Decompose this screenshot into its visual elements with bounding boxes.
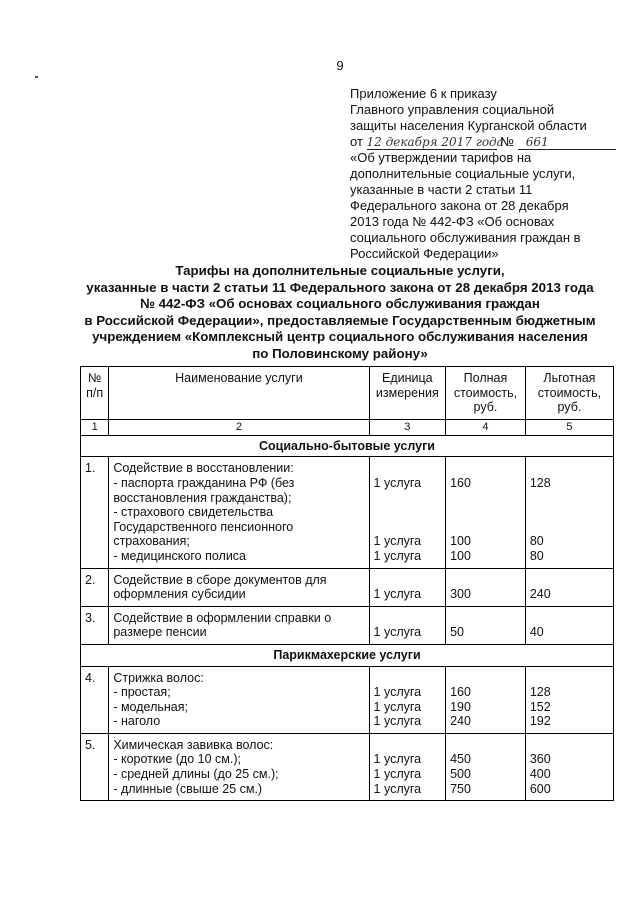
service-name-line: - средней длины (до 25 см.); bbox=[113, 767, 279, 782]
handwritten-date: 12 декабря 2017 года bbox=[366, 135, 504, 149]
number-label: № bbox=[500, 134, 515, 149]
appendix-line: указанные в части 2 статьи 11 bbox=[350, 182, 533, 197]
column-number: 1 bbox=[81, 419, 109, 435]
unit bbox=[369, 666, 446, 733]
full-cost-line bbox=[450, 491, 521, 506]
unit-line: 1 услуга bbox=[373, 587, 422, 602]
full-cost-line: 240 bbox=[450, 714, 471, 729]
title-line: Тарифы на дополнительные социальные услуги, bbox=[175, 263, 505, 278]
row-number: 1. bbox=[81, 457, 109, 568]
unit-line: 1 услуга bbox=[373, 781, 422, 796]
appendix-line: Федерального закона от 28 декабря bbox=[350, 198, 569, 213]
title-line: в Российской Федерации», предоставляемые Государственным бюджетным bbox=[84, 312, 596, 328]
full-cost-line: 500 bbox=[450, 767, 471, 782]
full-cost bbox=[446, 733, 526, 800]
service-name-line: Содействие в восстановлении: bbox=[113, 461, 294, 476]
full-cost-line: 160 bbox=[450, 685, 471, 700]
service-name bbox=[109, 457, 369, 568]
service-name-line: Содействие в сборе документов для bbox=[113, 572, 327, 587]
appendix-line: защиты населения Курганской области bbox=[350, 118, 587, 133]
appendix-header bbox=[350, 86, 610, 262]
table-row bbox=[81, 457, 614, 568]
service-name-line: Содействие в оформлении справки о bbox=[113, 610, 332, 625]
full-cost-line bbox=[450, 738, 521, 753]
appendix-line: Российской Федерации» bbox=[350, 246, 499, 261]
full-cost bbox=[446, 568, 526, 606]
service-name-line: - простая; bbox=[113, 685, 171, 700]
handwritten-number: 661 bbox=[518, 136, 616, 150]
service-name-line: - модельная; bbox=[113, 699, 188, 714]
unit-line: 1 услуга bbox=[373, 475, 422, 490]
pref-cost-line: 128 bbox=[529, 475, 551, 490]
tariff-table bbox=[80, 366, 614, 801]
appendix-line: «Об утверждении тарифов на bbox=[350, 150, 532, 165]
full-cost-line bbox=[450, 573, 521, 588]
pref-cost-line bbox=[530, 671, 609, 686]
table-row bbox=[81, 733, 614, 800]
pref-cost-line: 152 bbox=[529, 699, 551, 714]
full-cost-line bbox=[450, 505, 521, 520]
service-name-line: - страхового свидетельства bbox=[113, 505, 274, 520]
pref-cost-line: 128 bbox=[529, 685, 551, 700]
unit-line bbox=[374, 671, 442, 686]
appendix-date-line bbox=[350, 134, 610, 150]
header-num: № п/п bbox=[81, 367, 109, 420]
full-cost-line: 50 bbox=[450, 625, 465, 640]
pref-cost-line bbox=[530, 520, 609, 535]
pref-cost bbox=[525, 606, 613, 644]
pref-cost bbox=[525, 457, 613, 568]
full-cost-line: 300 bbox=[450, 587, 471, 602]
section-row bbox=[81, 644, 614, 666]
pref-cost-line: 360 bbox=[529, 752, 551, 767]
table-header-row bbox=[81, 367, 614, 420]
unit bbox=[369, 606, 446, 644]
appendix-line: 2013 года № 442-ФЗ «Об основах bbox=[350, 214, 555, 229]
row-number: 2. bbox=[81, 568, 109, 606]
pref-cost-line: 600 bbox=[529, 781, 551, 796]
header-unit: Единица измерения bbox=[369, 367, 446, 420]
service-name bbox=[109, 568, 369, 606]
page-number: 9 bbox=[336, 58, 344, 73]
full-cost-line: 190 bbox=[450, 699, 471, 714]
pref-cost-line bbox=[530, 611, 609, 626]
header-pref-cost: Льготная стоимость, руб. bbox=[525, 367, 613, 420]
table-row bbox=[81, 568, 614, 606]
pref-cost-line bbox=[530, 573, 609, 588]
unit-line: 1 услуга bbox=[373, 767, 422, 782]
unit-line: 1 услуга bbox=[373, 548, 422, 563]
unit-line bbox=[374, 491, 442, 506]
section-row bbox=[81, 435, 614, 457]
full-cost-line: 160 bbox=[450, 475, 471, 490]
unit-line bbox=[374, 505, 442, 520]
full-cost bbox=[446, 666, 526, 733]
unit-line: 1 услуга bbox=[373, 752, 422, 767]
unit-line: 1 услуга bbox=[373, 714, 422, 729]
pref-cost-line: 80 bbox=[529, 548, 544, 563]
service-name-line: страхования; bbox=[113, 534, 190, 549]
scan-mark bbox=[35, 76, 38, 78]
full-cost bbox=[446, 606, 526, 644]
pref-cost-line: 240 bbox=[529, 587, 551, 602]
service-name-line: оформления субсидии bbox=[113, 587, 246, 602]
header-name: Наименование услуги bbox=[109, 367, 369, 420]
service-name-line: размере пенсии bbox=[113, 625, 207, 640]
section-title: Социально-бытовые услуги bbox=[81, 435, 614, 457]
document-title bbox=[60, 263, 620, 362]
from-label: от bbox=[350, 134, 363, 149]
appendix-line: социального обслуживания граждан в bbox=[350, 230, 581, 245]
pref-cost-line bbox=[530, 738, 609, 753]
service-name bbox=[109, 666, 369, 733]
service-name-line: Химическая завивка волос: bbox=[113, 737, 274, 752]
unit-line bbox=[374, 573, 442, 588]
full-cost-line: 450 bbox=[450, 752, 471, 767]
column-number: 4 bbox=[446, 419, 526, 435]
unit bbox=[369, 457, 446, 568]
column-number: 3 bbox=[369, 419, 446, 435]
full-cost-line bbox=[450, 520, 521, 535]
appendix-line: Приложение 6 к приказу bbox=[350, 86, 497, 101]
pref-cost bbox=[525, 568, 613, 606]
service-name-line: - наголо bbox=[113, 714, 161, 729]
pref-cost-line: 80 bbox=[529, 534, 544, 549]
pref-cost bbox=[525, 733, 613, 800]
unit-line bbox=[374, 611, 442, 626]
service-name-line: - короткие (до 10 см.); bbox=[113, 752, 241, 767]
header-full-cost: Полная стоимость, руб. bbox=[446, 367, 526, 420]
title-line: по Половинскому району» bbox=[252, 345, 428, 361]
table-row bbox=[81, 666, 614, 733]
title-line: № 442-ФЗ «Об основах социального обслуживания граждан bbox=[140, 296, 540, 311]
row-number: 5. bbox=[81, 733, 109, 800]
title-line: учреждением «Комплексный центр социального обслуживания населения bbox=[92, 329, 588, 344]
unit-line bbox=[374, 520, 442, 535]
section-title: Парикмахерские услуги bbox=[81, 644, 614, 666]
full-cost-line bbox=[450, 611, 521, 626]
unit-line: 1 услуга bbox=[373, 625, 422, 640]
column-number-row bbox=[81, 419, 614, 435]
service-name-line: Стрижка волос: bbox=[113, 670, 204, 685]
unit-line bbox=[374, 738, 442, 753]
service-name-line: - паспорта гражданина РФ (без bbox=[113, 475, 295, 490]
pref-cost-line: 40 bbox=[529, 625, 544, 640]
service-name-line: - длинные (свыше 25 см.) bbox=[113, 781, 263, 796]
pref-cost-line bbox=[530, 491, 609, 506]
row-number: 4. bbox=[81, 666, 109, 733]
full-cost-line bbox=[450, 671, 521, 686]
table-row bbox=[81, 606, 614, 644]
row-number: 3. bbox=[81, 606, 109, 644]
pref-cost-line: 400 bbox=[529, 767, 551, 782]
full-cost-line: 100 bbox=[450, 548, 471, 563]
service-name-line: восстановления гражданства); bbox=[113, 490, 292, 505]
full-cost bbox=[446, 457, 526, 568]
unit-line bbox=[374, 461, 442, 476]
appendix-line: дополнительные социальные услуги, bbox=[350, 166, 576, 181]
unit bbox=[369, 733, 446, 800]
appendix-line: Главного управления социальной bbox=[350, 102, 555, 117]
unit-line: 1 услуга bbox=[373, 699, 422, 714]
pref-cost-line bbox=[530, 461, 609, 476]
column-number: 2 bbox=[109, 419, 369, 435]
unit bbox=[369, 568, 446, 606]
service-name bbox=[109, 733, 369, 800]
service-name-line: Государственного пенсионного bbox=[113, 519, 294, 534]
column-number: 5 bbox=[525, 419, 613, 435]
full-cost-line: 100 bbox=[450, 534, 471, 549]
pref-cost bbox=[525, 666, 613, 733]
pref-cost-line bbox=[530, 505, 609, 520]
pref-cost-line: 192 bbox=[529, 714, 551, 729]
service-name bbox=[109, 606, 369, 644]
unit-line: 1 услуга bbox=[373, 685, 422, 700]
title-line: указанные в части 2 статьи 11 Федерального закона от 28 декабря 2013 года bbox=[86, 279, 594, 295]
unit-line: 1 услуга bbox=[373, 534, 422, 549]
service-name-line: - медицинского полиса bbox=[113, 548, 247, 563]
full-cost-line bbox=[450, 461, 521, 476]
full-cost-line: 750 bbox=[450, 781, 471, 796]
